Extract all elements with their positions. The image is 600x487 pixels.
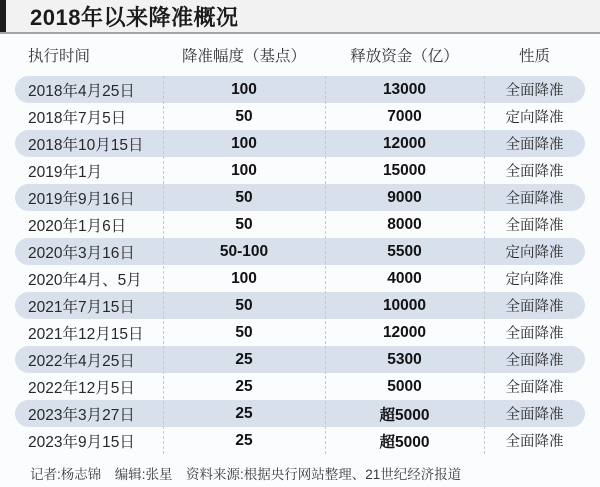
cell-cut-nature: 全面降准 <box>505 218 564 234</box>
cell-cut-bps: 50 <box>235 296 253 314</box>
table-row <box>15 265 585 292</box>
cell-funds-released: 5500 <box>387 242 422 260</box>
cell-cut-bps: 100 <box>231 161 257 179</box>
cell-cut-nature: 定向降准 <box>505 110 564 126</box>
cell-cut-nature: 全面降准 <box>505 191 564 207</box>
cell-execution-date: 2020年3月16日 <box>28 244 135 262</box>
cell-funds-released: 8000 <box>387 215 422 233</box>
cell-funds-released: 5300 <box>387 350 422 368</box>
cell-execution-date: 2023年9月15日 <box>28 433 135 451</box>
cell-funds-released: 12000 <box>382 323 427 341</box>
cell-funds-released: 7000 <box>387 107 422 125</box>
table-header-row <box>15 34 585 76</box>
cell-cut-bps: 50 <box>235 188 253 206</box>
table-row <box>15 400 585 427</box>
footer-credits: 记者:杨志锦 编辑:张星 资料来源:根据央行网站整理、21世纪经济报道 <box>30 467 462 482</box>
cell-cut-bps: 25 <box>235 404 253 422</box>
cell-cut-bps: 50-100 <box>219 242 269 260</box>
title-accent-bar <box>0 0 6 32</box>
cell-cut-nature: 全面降准 <box>505 83 564 99</box>
cell-funds-released: 超5000 <box>379 406 430 424</box>
cell-funds-released: 5000 <box>387 377 422 395</box>
table-row <box>15 157 585 184</box>
cell-funds-released: 4000 <box>387 269 422 287</box>
page-title: 2018年以来降准概况 <box>30 4 239 30</box>
cell-cut-nature: 全面降准 <box>505 299 564 315</box>
cell-execution-date: 2018年4月25日 <box>28 82 135 100</box>
table-row <box>15 76 585 103</box>
cell-execution-date: 2018年10月15日 <box>28 136 144 154</box>
column-header-bps: 降准幅度（基点） <box>181 48 306 65</box>
table-row <box>15 184 585 211</box>
cell-cut-bps: 50 <box>235 107 253 125</box>
cell-execution-date: 2018年7月5日 <box>28 109 127 127</box>
cell-cut-nature: 定向降准 <box>505 272 564 288</box>
cell-cut-nature: 全面降准 <box>505 434 564 450</box>
cell-cut-nature: 全面降准 <box>505 353 564 369</box>
cell-cut-nature: 全面降准 <box>505 380 564 396</box>
title-strip <box>0 0 600 34</box>
cell-funds-released: 13000 <box>382 80 427 98</box>
cell-execution-date: 2021年12月15日 <box>28 325 144 343</box>
cell-funds-released: 9000 <box>387 188 422 206</box>
cell-execution-date: 2019年9月16日 <box>28 190 135 208</box>
cell-cut-bps: 50 <box>235 215 253 233</box>
cell-execution-date: 2023年3月27日 <box>28 406 135 424</box>
cell-cut-bps: 50 <box>235 323 253 341</box>
column-header-nature: 性质 <box>518 48 550 65</box>
cell-execution-date: 2022年12月5日 <box>28 379 135 397</box>
cell-funds-released: 超5000 <box>379 433 430 451</box>
table-body <box>15 76 585 454</box>
table-row <box>15 211 585 238</box>
table-row <box>15 103 585 130</box>
table-rows-list <box>15 76 585 454</box>
cell-funds-released: 12000 <box>382 134 427 152</box>
cell-execution-date: 2019年1月 <box>28 163 103 181</box>
cell-cut-bps: 100 <box>231 134 257 152</box>
cell-cut-bps: 25 <box>235 377 253 395</box>
cell-funds-released: 10000 <box>382 296 427 314</box>
cell-cut-nature: 全面降准 <box>505 137 564 153</box>
table-row <box>15 373 585 400</box>
cell-cut-nature: 全面降准 <box>505 164 564 180</box>
cell-cut-bps: 25 <box>235 431 253 449</box>
cell-execution-date: 2021年7月15日 <box>28 298 135 316</box>
cell-execution-date: 2020年4月、5月 <box>28 271 142 289</box>
cell-cut-bps: 100 <box>231 80 257 98</box>
column-header-funds: 释放资金（亿） <box>350 48 459 65</box>
cell-cut-bps: 25 <box>235 350 253 368</box>
table-row <box>15 130 585 157</box>
cell-execution-date: 2022年4月25日 <box>28 352 135 370</box>
table-row <box>15 319 585 346</box>
table-row <box>15 238 585 265</box>
column-header-date: 执行时间 <box>28 48 91 65</box>
table-row <box>15 292 585 319</box>
cell-cut-bps: 100 <box>231 269 257 287</box>
cell-cut-nature: 全面降准 <box>505 326 564 342</box>
cell-execution-date: 2020年1月6日 <box>28 217 127 235</box>
cell-cut-nature: 定向降准 <box>505 245 564 261</box>
table-row <box>15 427 585 454</box>
table-row <box>15 346 585 373</box>
cell-cut-nature: 全面降准 <box>505 407 564 423</box>
cell-funds-released: 15000 <box>382 161 427 179</box>
